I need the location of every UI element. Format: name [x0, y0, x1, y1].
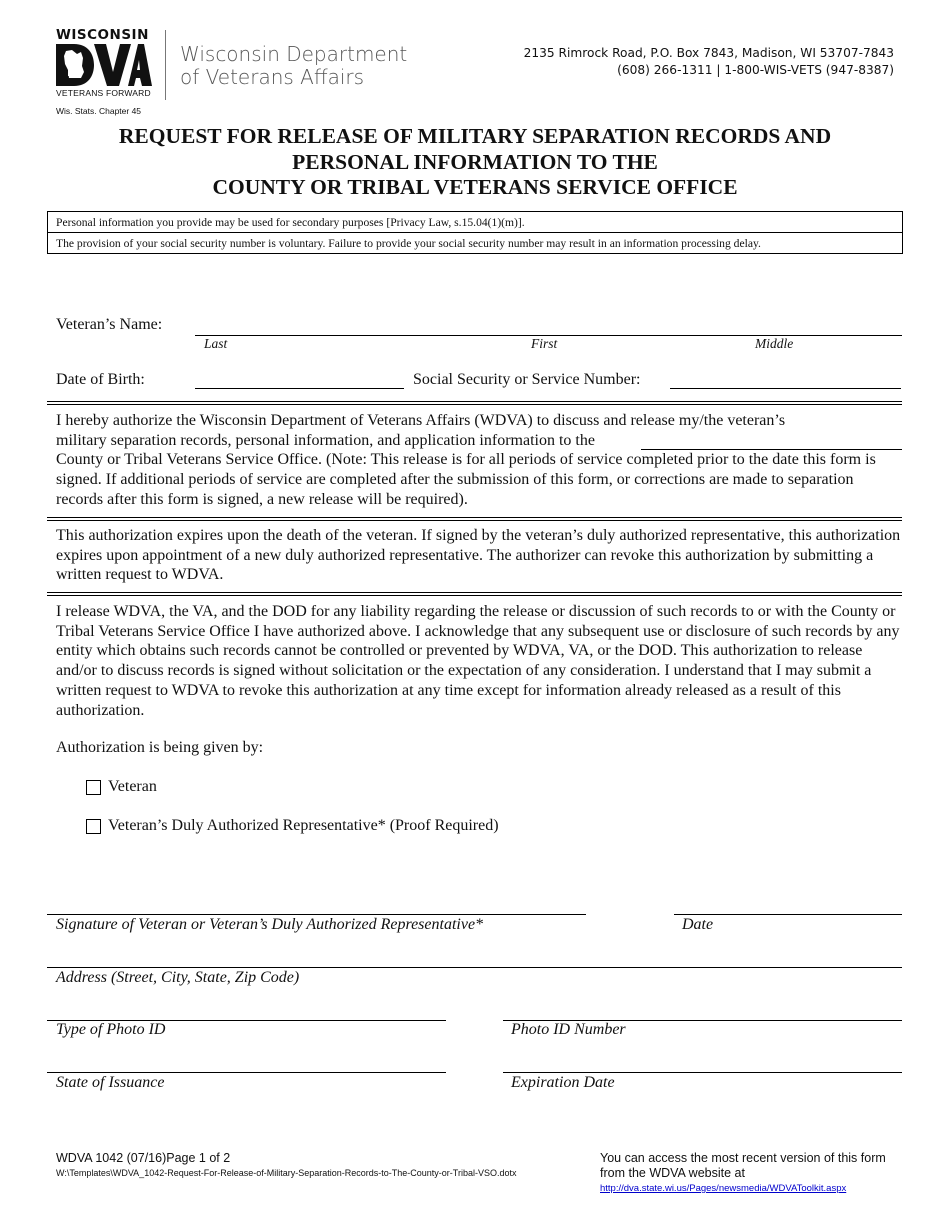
veteran-name-label: Veteran’s Name:	[56, 316, 163, 333]
authorize-paragraph	[56, 411, 902, 510]
logo-tagline: VETERANS FORWARD	[56, 88, 151, 98]
toolkit-link[interactable]: http://dva.state.wi.us/Pages/newsmedia/WDVAToolkit.aspx	[600, 1183, 847, 1194]
section-divider	[47, 592, 902, 596]
section-divider	[47, 401, 902, 405]
department-line-1: Wisconsin Department	[180, 42, 408, 66]
address-label: Address (Street, City, State, Zip Code)	[56, 969, 300, 986]
authorization-given-label: Authorization is being given by:	[56, 739, 264, 756]
address-line-2: (608) 266-1311 | 1-800-WIS-VETS (947-8387)	[617, 63, 894, 77]
address-field[interactable]	[47, 967, 902, 968]
title-line-3: COUNTY OR TRIBAL VETERANS SERVICE OFFICE	[212, 175, 738, 199]
expiration-paragraph: This authorization expires upon the death of the veteran. If signed by the veteran’s duly authorized representative, this authorization expires upon appointment of a new duly authorized representative. The authorizer can revoke this authorization by submitting a written request to WDVA.	[56, 527, 901, 584]
first-name-caption: First	[531, 336, 558, 351]
representative-checkbox[interactable]	[86, 819, 101, 834]
section-divider	[47, 517, 902, 521]
release-paragraph: I release WDVA, the VA, and the DOD for any liability regarding the release or discussion of such records to or with the County or Tribal Veterans Service Office I have authorized above. I acknowledge that any subsequent use or disclosure of such records by any entity which obtains such records cannot be controlled or prevented by WDVA, VA, or the DOD. This authorization to release and/or to discuss records is signed without solicitation or the expectation of any consideration. I understand that I may submit a written request to WDVA to revoke this authorization at any time except for information already released as a result of this authorization.	[56, 603, 900, 719]
title-line-2: PERSONAL INFORMATION TO THE	[292, 149, 658, 174]
authorize-rest: County or Tribal Veterans Service Office. (Note: This release is for all periods of service completed prior to the date this form is signed. If additional periods of service are completed after the submission of this form, or corrections are made to separation records after this form is signed, a new release will be required).	[56, 451, 876, 508]
form-id: WDVA 1042 (07/16)Page 1 of 2	[56, 1151, 231, 1165]
privacy-notice-box	[47, 211, 903, 254]
logo-state-text: WISCONSIN	[56, 27, 149, 43]
signature-field[interactable]	[47, 914, 586, 915]
authorize-line-1: I hereby authorize the Wisconsin Department of Veterans Affairs (WDVA) to discuss and release my/the veteran’s	[56, 412, 786, 429]
date-field[interactable]	[674, 914, 902, 915]
signature-label: Signature of Veteran or Veteran’s Duly Authorized Representative*	[56, 916, 484, 933]
veteran-checkbox[interactable]	[86, 780, 101, 795]
privacy-notice: Personal information you provide may be used for secondary purposes [Privacy Law, s.15.04(1)(m)].	[56, 216, 525, 229]
state-of-issuance-label: State of Issuance	[56, 1074, 165, 1091]
ssn-field[interactable]	[670, 388, 901, 389]
header-divider	[165, 30, 166, 100]
template-path: W:\Templates\WDVA_1042-Request-For-Release-of-Military-Separation-Records-to-The-County-or-Tribal-VSO.dotx	[56, 1168, 517, 1178]
address-line-1: 2135 Rimrock Road, P.O. Box 7843, Madison, WI 53707-7843	[523, 46, 894, 60]
county-office-field[interactable]	[641, 449, 902, 450]
access-line-1: You can access the most recent version of this form	[600, 1151, 886, 1165]
department-name	[180, 43, 407, 89]
access-line-2: from the WDVA website at	[600, 1165, 745, 1180]
representative-option-label: Veteran’s Duly Authorized Representative* (Proof Required)	[108, 817, 499, 834]
dob-field[interactable]	[195, 388, 404, 389]
middle-name-caption: Middle	[755, 336, 794, 351]
photo-id-type-label: Type of Photo ID	[56, 1021, 166, 1038]
department-address	[524, 45, 894, 79]
department-line-2: of Veterans Affairs	[180, 65, 365, 89]
state-of-issuance-field[interactable]	[47, 1072, 446, 1073]
title-line-1: REQUEST FOR RELEASE OF MILITARY SEPARATION RECORDS AND	[118, 124, 832, 148]
statute-chapter: Wis. Stats. Chapter 45	[56, 106, 142, 116]
ssn-notice: The provision of your social security number is voluntary. Failure to provide your social security number may result in an information processing delay.	[48, 232, 902, 253]
ssn-label: Social Security or Service Number:	[413, 371, 641, 388]
dva-logo-icon	[54, 42, 152, 88]
last-name-caption: Last	[204, 336, 228, 351]
veteran-option-label: Veteran	[108, 778, 157, 795]
photo-id-number-label: Photo ID Number	[511, 1021, 626, 1038]
authorize-line-2: military separation records, personal information, and application information to the	[56, 431, 595, 449]
expiration-date-label: Expiration Date	[511, 1074, 615, 1091]
date-label: Date	[682, 916, 714, 933]
form-title	[0, 124, 950, 201]
dob-label: Date of Birth:	[56, 371, 145, 388]
form-access-note	[600, 1151, 910, 1197]
expiration-date-field[interactable]	[503, 1072, 902, 1073]
